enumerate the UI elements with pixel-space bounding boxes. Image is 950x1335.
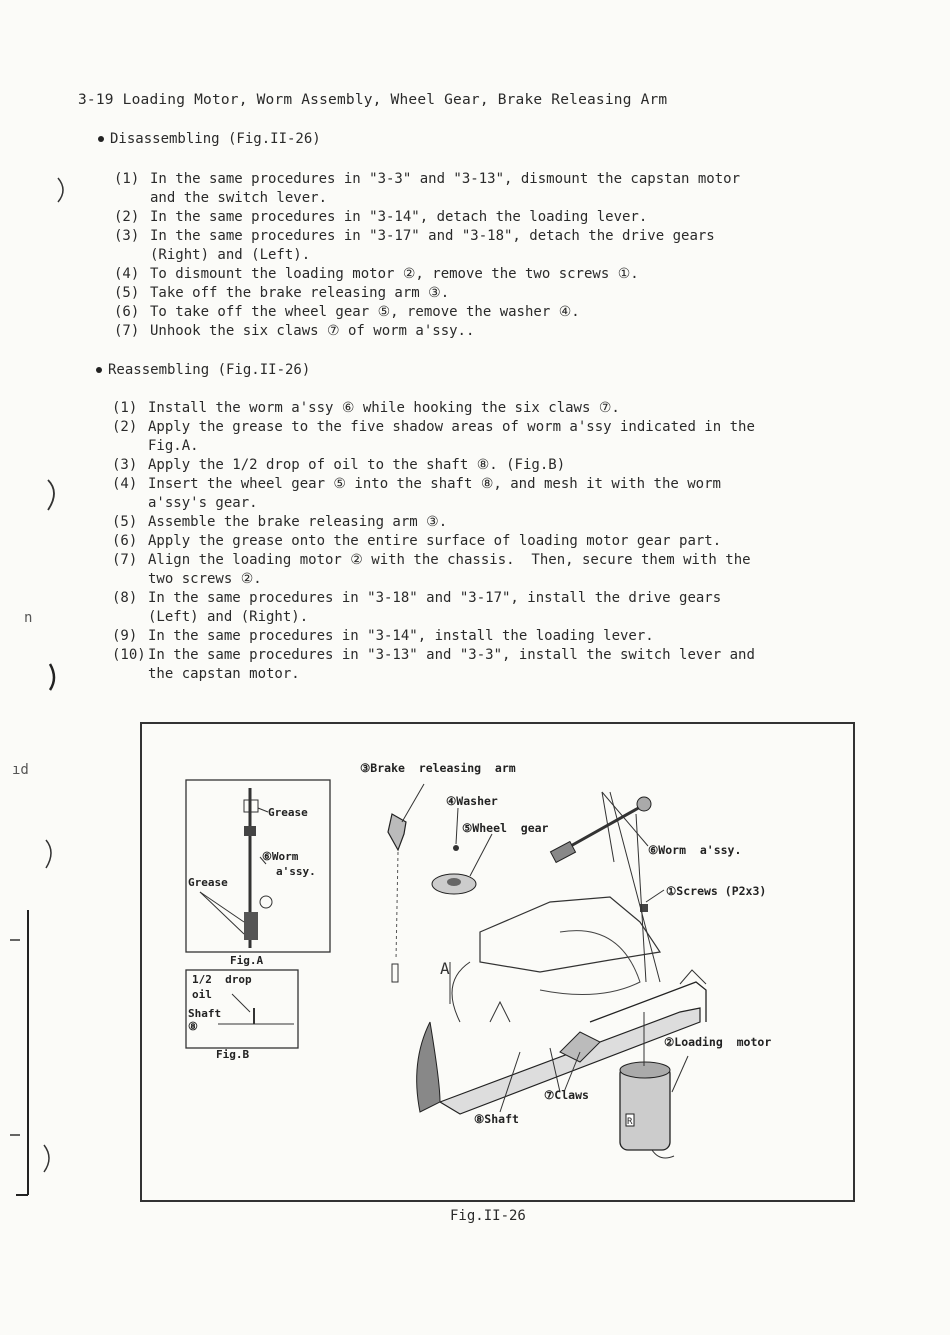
step-text: Take off the brake releasing arm ③. xyxy=(150,285,450,301)
fig-b-line4: ⑧ xyxy=(188,1020,198,1033)
chassis-mark: A xyxy=(440,959,450,978)
procedure-step xyxy=(114,322,474,341)
bullet-icon xyxy=(98,136,104,142)
step-text: Apply the grease to the five shadow areas of worm a'ssy indicated in the xyxy=(148,419,755,435)
procedure-step xyxy=(112,551,751,570)
step-number: (3) xyxy=(114,228,140,244)
step-number: (2) xyxy=(112,419,138,435)
step-number: (1) xyxy=(112,400,138,416)
figure-caption: Fig.II-26 xyxy=(450,1208,526,1224)
step-number: (5) xyxy=(112,514,138,530)
step-text-continued: a'ssy's gear. xyxy=(148,495,258,511)
procedure-step xyxy=(114,208,647,227)
step-number: (4) xyxy=(112,476,138,492)
step-text: Install the worm a'ssy ⑥ while hooking the six claws ⑦. xyxy=(148,400,620,416)
step-number: (9) xyxy=(112,628,138,644)
step-number: (7) xyxy=(112,552,138,568)
disassembling-heading xyxy=(98,131,321,147)
step-number: (4) xyxy=(114,266,140,282)
step-text: In the same procedures in "3-14", detach the loading lever. xyxy=(150,209,648,225)
procedure-step xyxy=(112,456,565,475)
step-text-continued: Fig.A. xyxy=(148,438,199,454)
step-number: (10) xyxy=(112,647,146,663)
fig-a-worm-line1: ⑥Worm xyxy=(262,850,299,863)
step-text-continued: two screws ②. xyxy=(148,571,262,587)
fig-a-grease-top: Grease xyxy=(268,806,308,819)
bullet-icon xyxy=(96,367,102,373)
fig-a-worm-line2: a'ssy. xyxy=(276,865,316,878)
procedure-step xyxy=(112,399,620,418)
fig-a-caption: Fig.A xyxy=(230,954,264,967)
section-title: 3-19 Loading Motor, Worm Assembly, Wheel Gear, Brake Releasing Arm xyxy=(78,92,668,108)
step-text-continued: and the switch lever. xyxy=(150,190,328,206)
procedure-step xyxy=(114,303,580,322)
step-number: (5) xyxy=(114,285,140,301)
label-claws: ⑦Claws xyxy=(544,1088,589,1102)
fig-b-line1: 1/2 drop xyxy=(192,973,252,986)
procedure-step xyxy=(112,589,721,608)
procedure-step xyxy=(112,475,721,494)
step-text: To dismount the loading motor ②, remove the two screws ①. xyxy=(150,266,639,282)
margin-mark: ıd xyxy=(12,762,29,778)
margin-mark: n xyxy=(24,610,33,626)
step-number: (8) xyxy=(112,590,138,606)
step-text: In the same procedures in "3-3" and "3-13", dismount the capstan motor xyxy=(150,171,741,187)
step-text: To take off the wheel gear ⑤, remove the washer ④. xyxy=(150,304,580,320)
procedure-step xyxy=(112,627,654,646)
fig-a-grease-left: Grease xyxy=(188,876,228,889)
step-text-continued: the capstan motor. xyxy=(148,666,300,682)
step-number: (7) xyxy=(114,323,140,339)
procedure-step xyxy=(114,284,449,303)
procedure-step xyxy=(112,418,755,437)
procedure-step xyxy=(112,532,721,551)
step-text: In the same procedures in "3-17" and "3-18", detach the drive gears xyxy=(150,228,715,244)
step-number: (6) xyxy=(112,533,138,549)
step-text: Insert the wheel gear ⑤ into the shaft ⑧, and mesh it with the worm xyxy=(148,476,721,492)
step-number: (2) xyxy=(114,209,140,225)
step-text: In the same procedures in "3-14", install the loading lever. xyxy=(148,628,654,644)
step-text: In the same procedures in "3-18" and "3-17", install the drive gears xyxy=(148,590,722,606)
reassembling-heading-text: Reassembling (Fig.II-26) xyxy=(108,362,311,378)
disassembling-heading-text: Disassembling (Fig.II-26) xyxy=(110,131,321,147)
label-loading-motor: ②Loading motor xyxy=(664,1035,772,1049)
fig-b-caption: Fig.B xyxy=(216,1048,250,1061)
fig-b-line2: oil xyxy=(192,988,212,1001)
step-text: Apply the grease onto the entire surface of loading motor gear part. xyxy=(148,533,722,549)
step-number: (6) xyxy=(114,304,140,320)
label-washer: ④Washer xyxy=(446,794,498,808)
label-brake-releasing-arm: ③Brake releasing arm xyxy=(360,761,516,775)
step-number: (1) xyxy=(114,171,140,187)
step-text-continued: (Left) and (Right). xyxy=(148,609,309,625)
step-text: Assemble the brake releasing arm ③. xyxy=(148,514,448,530)
procedure-step xyxy=(112,513,447,532)
fig-b-line3: Shaft xyxy=(188,1007,222,1020)
label-shaft: ⑧Shaft xyxy=(474,1112,519,1126)
procedure-step xyxy=(114,170,740,189)
margin-scan-marks xyxy=(0,0,70,1335)
step-text: Align the loading motor ② with the chassis. Then, secure them with the xyxy=(148,552,751,568)
motor-mark: R xyxy=(627,1117,633,1127)
step-text: Apply the 1/2 drop of oil to the shaft ⑧. (Fig.B) xyxy=(148,457,566,473)
step-text: Unhook the six claws ⑦ of worm a'ssy.. xyxy=(150,323,475,339)
step-number: (3) xyxy=(112,457,138,473)
step-text: In the same procedures in "3-13" and "3-3", install the switch lever and xyxy=(148,647,755,663)
label-wheel-gear: ⑤Wheel gear xyxy=(462,821,549,835)
procedure-step xyxy=(114,227,715,246)
procedure-step xyxy=(112,646,755,665)
label-screws: ①Screws (P2x3) xyxy=(666,884,767,898)
procedure-step xyxy=(114,265,639,284)
reassembling-heading xyxy=(96,362,310,378)
label-worm-assy: ⑥Worm a'ssy. xyxy=(648,843,742,857)
step-text-continued: (Right) and (Left). xyxy=(150,247,311,263)
